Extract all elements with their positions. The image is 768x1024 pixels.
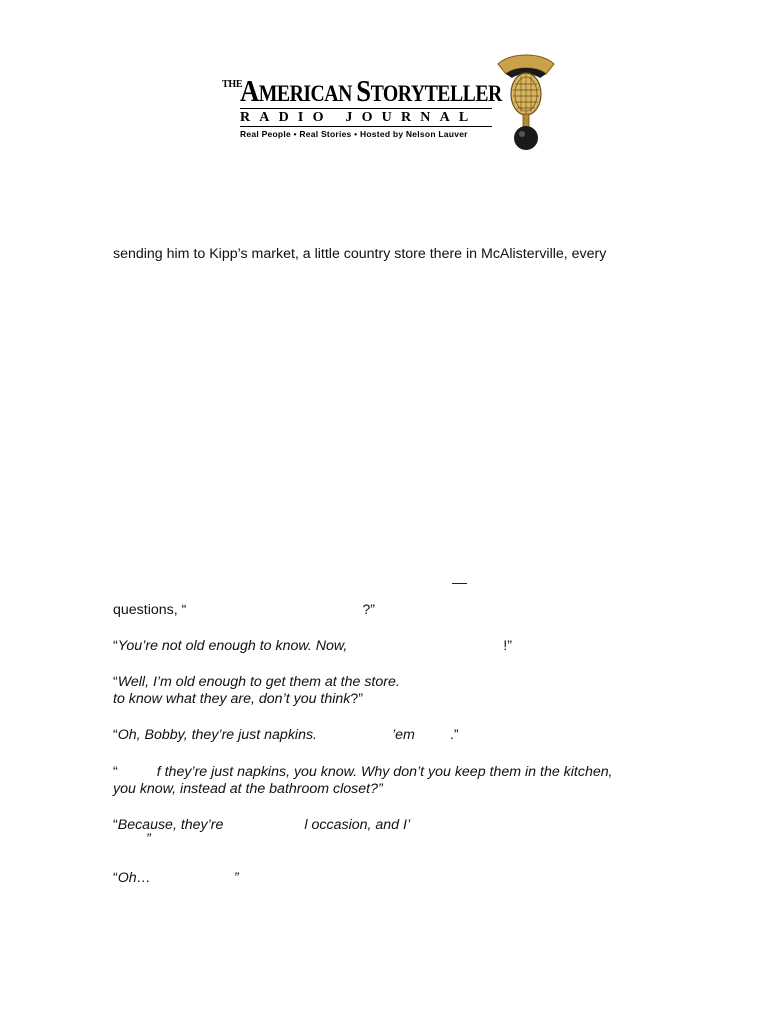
paragraph-kitchen-line-2: you know, instead at the bathroom closet?” bbox=[113, 781, 383, 797]
dialogue-text: You’re not old enough to know. Now, bbox=[117, 638, 348, 654]
em-dash bbox=[452, 583, 467, 584]
quote-close: ” bbox=[233, 870, 239, 886]
quote-open: “ bbox=[113, 727, 118, 743]
dialogue-text: Oh, Bobby, they’re just napkins. bbox=[117, 727, 317, 743]
quote-close: .” bbox=[449, 727, 459, 743]
quote-open: “ bbox=[113, 870, 118, 886]
logo-subtitle: RADIO JOURNAL bbox=[240, 110, 478, 125]
paragraph-line-1: sending him to Kipp’s market, a little country store there in McAlisterville, every bbox=[113, 246, 607, 262]
quote-open: “ bbox=[113, 817, 118, 833]
questions-text: questions, “ bbox=[113, 602, 187, 618]
dialogue-text: l occasion, and I’ bbox=[304, 817, 411, 833]
logo-title-a: A bbox=[240, 73, 259, 108]
paragraph-occasion-close: ” bbox=[146, 831, 151, 847]
logo-tagline: Real People • Real Stories • Hosted by Nelson Lauver bbox=[240, 129, 468, 139]
dialogue-text: Well, I’m old enough to get them at the store. bbox=[117, 674, 400, 690]
paragraph-oh bbox=[113, 870, 239, 887]
paragraph-kitchen-line-1 bbox=[113, 764, 613, 781]
paragraph-not-old-enough bbox=[113, 638, 512, 655]
dialogue-text: Oh… bbox=[117, 870, 151, 886]
quote-open: “ bbox=[113, 674, 118, 690]
logo-rule-bottom bbox=[240, 126, 492, 127]
dialogue-text: Because, they’re bbox=[117, 817, 224, 833]
logo-title-toryteller: TORYTELLER bbox=[370, 81, 502, 106]
paragraph-old-enough-line-1 bbox=[113, 674, 400, 691]
questions-close: ?” bbox=[362, 602, 375, 618]
quote-open: “ bbox=[113, 638, 118, 654]
logo-rule-top bbox=[240, 108, 492, 109]
american-storyteller-logo bbox=[218, 48, 558, 154]
dialogue-text: to know what they are, don’t you think bbox=[113, 691, 351, 707]
quote-close: !” bbox=[503, 638, 512, 654]
dialogue-text: f they’re just napkins, you know. Why don’t you keep them in the kitchen, bbox=[156, 764, 613, 780]
logo-the: THE bbox=[222, 79, 243, 90]
paragraph-napkins bbox=[113, 727, 459, 744]
quote-close: ?” bbox=[350, 691, 364, 707]
quote-open: “ bbox=[113, 764, 118, 780]
logo-title bbox=[240, 73, 502, 109]
microphone-icon bbox=[496, 48, 556, 154]
dialogue-em: ’em bbox=[392, 727, 415, 743]
paragraph-questions bbox=[113, 602, 375, 619]
paragraph-occasion bbox=[113, 817, 410, 834]
logo-title-merican: MERICAN bbox=[258, 81, 357, 106]
paragraph-old-enough-line-2 bbox=[113, 691, 363, 708]
logo-title-s: S bbox=[356, 73, 371, 108]
